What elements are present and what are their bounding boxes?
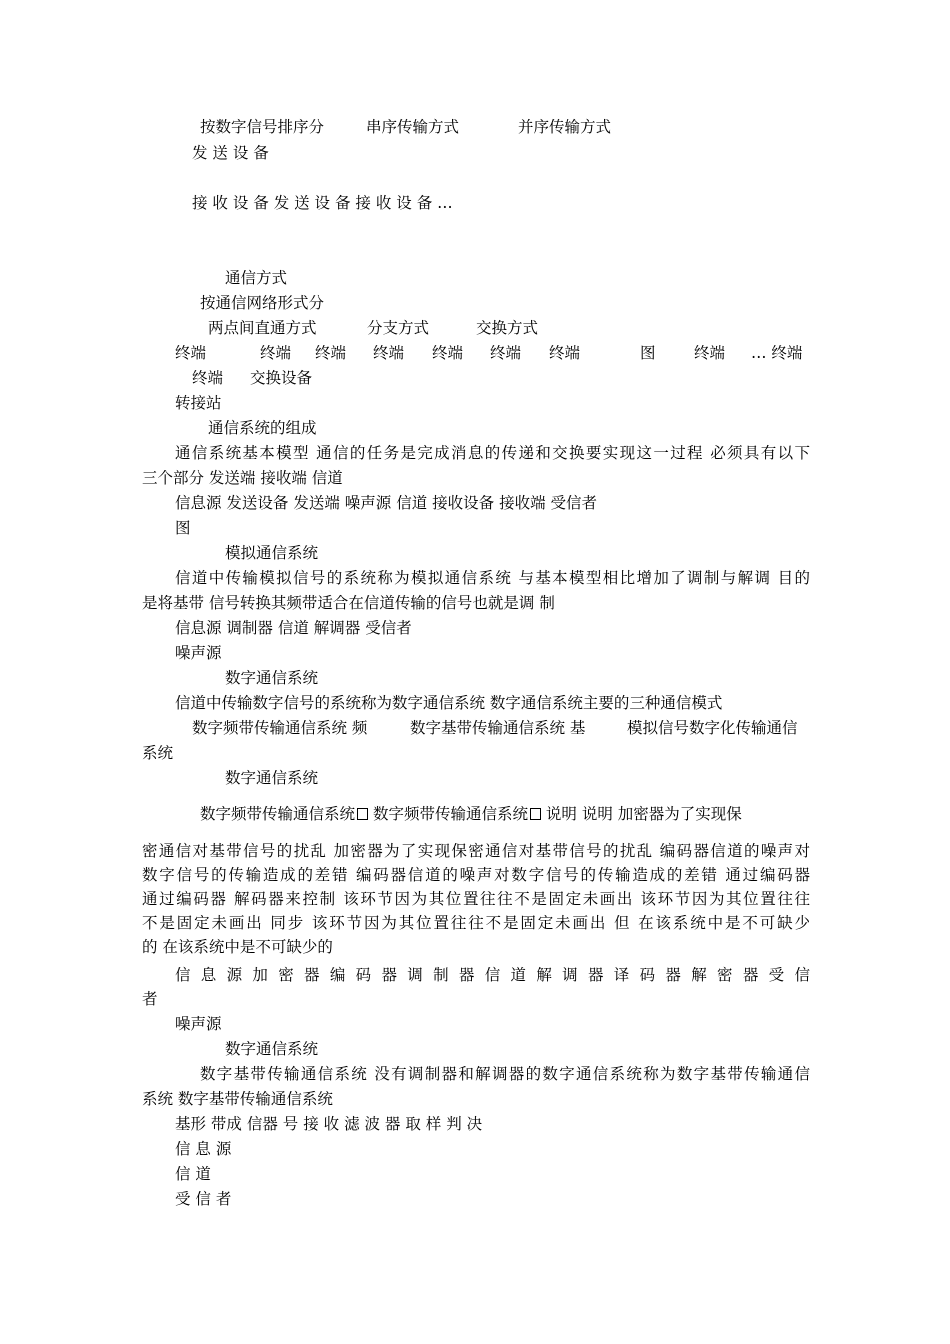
line-40: 受 信 者 [175, 1190, 232, 1208]
section-heading-digital-3: 数字通信系统 [225, 1040, 319, 1058]
section-heading-digital-2: 数字通信系统 [225, 769, 319, 787]
line-25c: 说明 说明 加密器为了实现保 [545, 805, 742, 823]
line-18: 信息源 调制器 信道 解调器 受信者 [175, 619, 412, 637]
paragraph-line-29: 不是固定未画出 同步 该环节因为其位置往往不是固定未画出 但 在该系统中是不可缺少 [142, 914, 810, 932]
line-6a: 两点间直通方式 [208, 319, 317, 337]
line-7-w3: 终端 [315, 344, 347, 362]
section-heading-comm-mode: 通信方式 [225, 269, 288, 287]
line-2: 发 送 设 备 [192, 144, 269, 162]
line-22a: 数字频带传输通信系统 频 [192, 719, 368, 737]
line-1a: 按数字信号排序分 [200, 118, 325, 136]
line-1b: 串序传输方式 [366, 118, 460, 136]
line-19: 噪声源 [175, 644, 222, 662]
line-22c: 模拟信号数字化传输通信 [627, 719, 798, 737]
paragraph-line-12: 三个部分 发送端 接收端 信道 [142, 469, 343, 487]
checkbox-square-icon [530, 808, 541, 820]
paragraph-line-36: 系统 数字基带传输通信系统 [142, 1090, 333, 1108]
paragraph-line-35: 数字基带传输通信系统 没有调制器和解调器的数字通信系统称为数字基带传输通信 [200, 1065, 810, 1083]
checkbox-square-icon [357, 808, 368, 820]
line-7-w8: 图 [640, 344, 656, 362]
line-13: 信息源 发送设备 发送端 噪声源 信道 接收设备 接收端 受信者 [175, 494, 597, 512]
paragraph-line-30: 的 在该系统中是不可缺少的 [142, 938, 333, 956]
line-22b: 数字基带传输通信系统 基 [410, 719, 586, 737]
line-23: 系统 [142, 744, 174, 762]
line-39: 信 道 [175, 1165, 211, 1183]
line-7-w1: 终端 [175, 344, 207, 362]
paragraph-line-17: 是将基带 信号转换其频带适合在信道传输的信号也就是调 制 [142, 594, 555, 612]
line-8b: 交换设备 [250, 369, 313, 387]
line-3: 接 收 设 备 发 送 设 备 接 收 设 备 … [192, 194, 453, 212]
line-7-w2: 终端 [260, 344, 292, 362]
line-25b: 数字频带传输通信系统 [372, 805, 528, 823]
line-25 [200, 803, 742, 825]
paragraph-line-16: 信道中传输模拟信号的系统称为模拟通信系统 与基本模型相比增加了调制与解调 目的 [175, 569, 810, 587]
line-7-w10: … 终端 [751, 344, 803, 362]
line-7-w4: 终端 [373, 344, 405, 362]
section-heading-digital-1: 数字通信系统 [225, 669, 319, 687]
line-14: 图 [175, 519, 191, 537]
line-5: 按通信网络形式分 [200, 294, 325, 312]
line-7-w5: 终端 [432, 344, 464, 362]
line-7-w7: 终端 [549, 344, 581, 362]
paragraph-line-11: 通信系统基本模型 通信的任务是完成消息的传递和交换要实现这一过程 必须具有以下 [175, 444, 810, 462]
line-31: 信 息 源 加 密 器 编 码 器 调 制 器 信 道 解 调 器 译 码 器 解 密 器 受 信 [175, 966, 811, 984]
line-7-w9: 终端 [694, 344, 726, 362]
line-37: 基形 带成 信器 号 接 收 滤 波 器 取 样 判 决 [175, 1115, 483, 1133]
line-1c: 并序传输方式 [518, 118, 612, 136]
section-heading-analog: 模拟通信系统 [225, 544, 319, 562]
line-6b: 分支方式 [367, 319, 430, 337]
section-heading-composition: 通信系统的组成 [208, 419, 317, 437]
line-9: 转接站 [175, 394, 222, 412]
line-6c: 交换方式 [476, 319, 539, 337]
line-38: 信 息 源 [175, 1140, 232, 1158]
paragraph-line-21: 信道中传输数字信号的系统称为数字通信系统 数字通信系统主要的三种通信模式 [175, 694, 723, 712]
line-7-w6: 终端 [490, 344, 522, 362]
paragraph-line-27: 数字信号的传输造成的差错 编码器信道的噪声对数字信号的传输造成的差错 通过编码器 [142, 866, 810, 884]
paragraph-line-26: 密通信对基带信号的扰乱 加密器为了实现保密通信对基带信号的扰乱 编码器信道的噪声对 [142, 842, 810, 860]
line-25a: 数字频带传输通信系统 [200, 805, 356, 823]
line-33: 噪声源 [175, 1015, 222, 1033]
paragraph-line-28: 通过编码器 解码器来控制 该环节因为其位置往往不是固定未画出 该环节因为其位置往往 [142, 890, 810, 908]
line-32: 者 [142, 990, 158, 1008]
line-8a: 终端 [192, 369, 224, 387]
